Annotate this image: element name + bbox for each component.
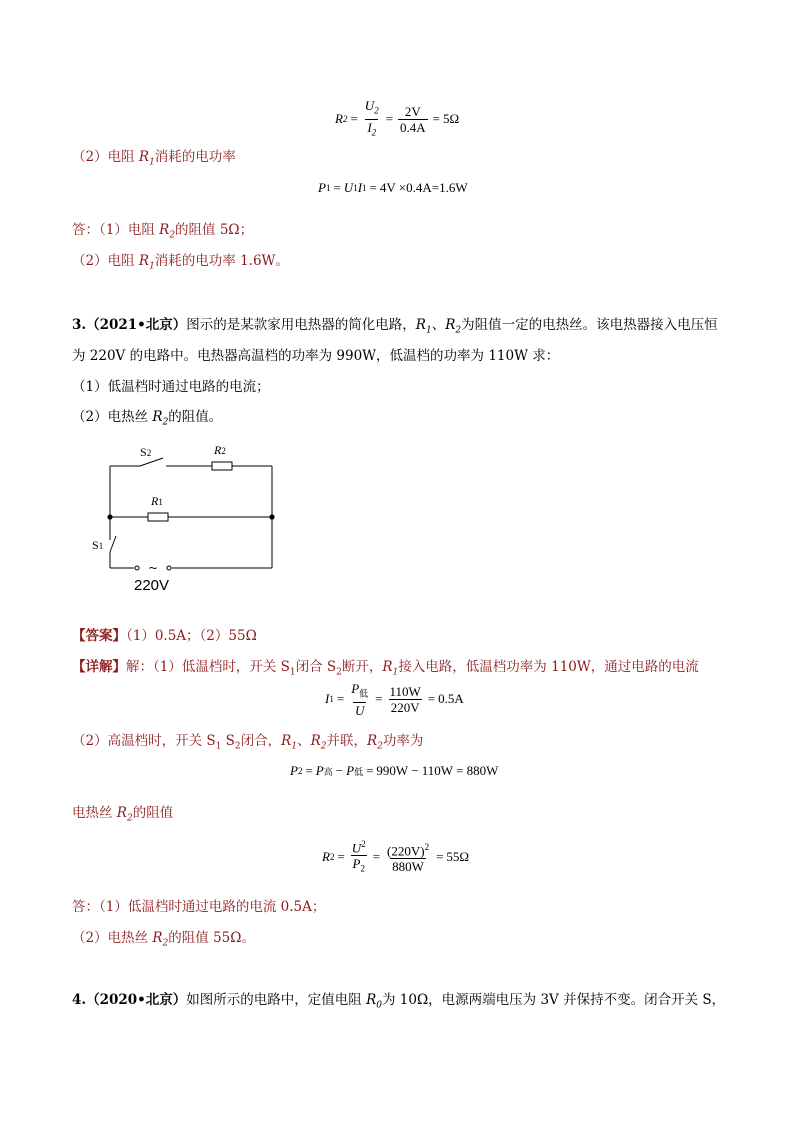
final-answer-2: （2）电热丝 $R_2$的阻值 55Ω。 [72, 930, 255, 949]
formula-i1: I 1 = $\frac{P_低}{U}$ = $\frac{110W}{220V}$ = 0.5A [325, 681, 464, 718]
terminal-right [167, 566, 171, 570]
q4-line-1: 4.（2020•北京）如图所示的电路中，定值电阻 $R_0$为 10Ω，电源两端电压为 3V 并保持不变。闭合开关 S， [72, 992, 726, 1011]
resistor-r2 [212, 462, 232, 470]
q3-line-1: 3.（2021•北京）图示的是某款家用电热器的简化电路，$R_1$、$R_2$为阻值一定的电热丝。该电热器接入电压恒 [72, 317, 718, 336]
final-answer-1: 答：（1）低温档时通过电路的电流 0.5A； [72, 899, 326, 915]
formula-p1: P 1 = U 1 I 1 = 4V ×0.4A=1.6W [318, 180, 468, 195]
label-r2: R 2 [214, 443, 226, 457]
label-voltage: 220V [134, 577, 170, 594]
formula-r2: R 2 = $\frac{U_2}{I_2}$ = $\frac{2V}{0.4A}$ = 5Ω [335, 98, 459, 140]
label-s1: S 1 [92, 538, 104, 552]
detail-line-1: 【详解】解：（1）低温档时，开关 $S_1$闭合 $S_2$断开，$R_1$接入电路，低温档功率为 110W，通过电路的电流 [72, 659, 699, 678]
formula-r2-result: R 2 = $\frac{U^2}{P_2}$ = $\frac{(220V)^2}{880W}$ = 55Ω [322, 837, 469, 877]
terminal-left [135, 566, 139, 570]
junction-right [269, 514, 274, 519]
resistor-r1 [148, 513, 168, 521]
label-s2: S 2 [140, 445, 152, 459]
r2-heading: 电热丝 $R_2$的阻值 [72, 805, 174, 824]
switch-s1-blade [110, 536, 116, 552]
q3-sub-question-2: （2）电热丝 $R_2$的阻值。 [72, 409, 223, 428]
junction-left [107, 514, 112, 519]
label-r1: R 1 [151, 494, 163, 508]
step2-heading: （2）电阻 $R_1$消耗的电功率 [72, 149, 236, 168]
ac-source-symbol: ~ [148, 561, 159, 575]
answer-line: 【答案】（1）0.5A；（2）55Ω [72, 628, 257, 644]
answer-line-1: 答：（1）电阻 $R_2$的阻值 5Ω； [72, 222, 254, 241]
q3-sub-question-1: （1）低温档时通过电路的电流； [72, 379, 270, 395]
answer-line-2: （2）电阻 $R_1$消耗的电功率 1.6W。 [72, 253, 289, 272]
formula-p2: P 2 = P 高 − P 低 = 990W − 110W = 880W [290, 763, 499, 778]
detail-line-2: （2）高温档时，开关 $S_1$ $S_2$闭合，$R_1$、$R_2$并联，$R_2$功率为 [72, 733, 424, 752]
q3-line-2: 为 220V 的电路中。电热器高温档的功率为 990W，低温档的功率为 110W 求： [72, 348, 560, 364]
